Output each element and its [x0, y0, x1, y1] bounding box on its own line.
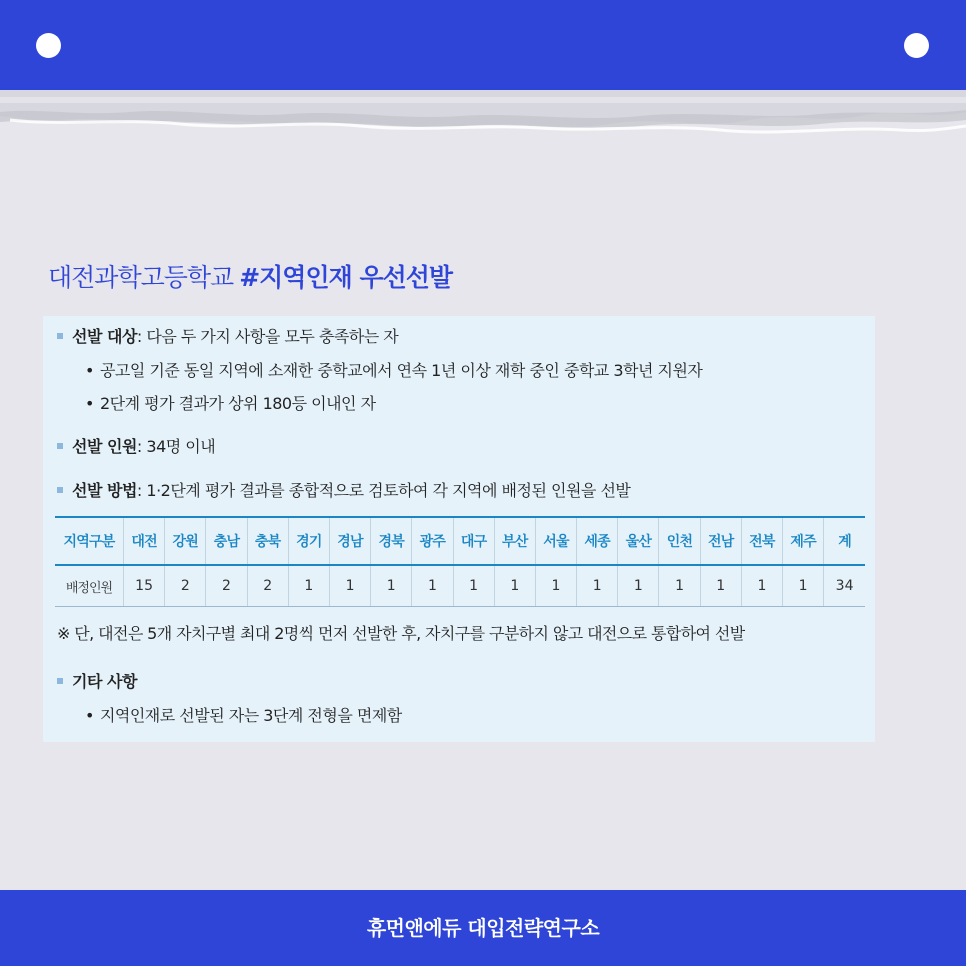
value-cell: 1: [453, 565, 494, 607]
value-cell: 1: [288, 565, 329, 607]
item-text: 공고일 기준 동일 지역에 소재한 중학교에서 연속 1년 이상 재학 중인 중학교 3학년 지원자: [99, 361, 703, 380]
torn-paper-edge: [0, 90, 966, 160]
section-label: 선발 인원: [72, 437, 137, 456]
square-bullet-icon: [57, 443, 63, 449]
region-header: 대전: [124, 517, 165, 565]
bullet-dot-icon: •: [85, 361, 94, 380]
binder-hole-right: [904, 33, 929, 58]
region-header: 전북: [741, 517, 782, 565]
region-header: 울산: [618, 517, 659, 565]
value-cell: 1: [700, 565, 741, 607]
target-item-2: [85, 391, 376, 414]
page-title: [48, 258, 452, 294]
item-text: 지역인재로 선발된 자는 3단계 전형을 면제함: [99, 706, 402, 725]
square-bullet-icon: [57, 487, 63, 493]
top-banner: [0, 0, 966, 90]
region-header: 대구: [453, 517, 494, 565]
region-header: 세종: [577, 517, 618, 565]
region-header: 경기: [288, 517, 329, 565]
region-header: 경북: [371, 517, 412, 565]
value-cell: 1: [741, 565, 782, 607]
square-bullet-icon: [57, 333, 63, 339]
value-cell: 1: [783, 565, 824, 607]
total-header: 계: [824, 517, 865, 565]
region-header: 제주: [783, 517, 824, 565]
section-text: : 1·2단계 평가 결과를 종합적으로 검토하여 각 지역에 배정된 인원을 선발: [136, 481, 631, 500]
section-text: : 34명 이내: [136, 437, 216, 456]
binder-hole-left: [36, 33, 61, 58]
value-cell: 1: [329, 565, 370, 607]
hashtag-title: #지역인재 우선선발: [239, 263, 453, 292]
bullet-dot-icon: •: [85, 706, 94, 725]
other-item-1: [85, 703, 402, 726]
school-name: 대전과학고등학교: [48, 263, 234, 292]
bullet-dot-icon: •: [85, 394, 94, 413]
value-cell: 1: [618, 565, 659, 607]
value-cell: 1: [535, 565, 576, 607]
footer-banner: [0, 890, 966, 966]
region-header: 부산: [494, 517, 535, 565]
value-cell: 2: [206, 565, 247, 607]
table-note: ※ 단, 대전은 5개 자치구별 최대 2명씩 먼저 선발한 후, 자치구를 구분하지 않고 대전으로 통합하여 선발: [57, 624, 745, 643]
table-header-row: [55, 517, 865, 565]
section-count: [57, 434, 215, 457]
target-item-1: [85, 358, 702, 381]
region-header: 강원: [165, 517, 206, 565]
value-cell: 1: [412, 565, 453, 607]
section-target: [57, 324, 398, 347]
value-cell: 2: [165, 565, 206, 607]
region-header: 서울: [535, 517, 576, 565]
header-label-cell: 지역구분: [55, 517, 124, 565]
section-label: 선발 방법: [72, 481, 137, 500]
value-cell: 1: [659, 565, 700, 607]
section-label: 기타 사항: [72, 672, 137, 691]
value-cell: 15: [124, 565, 165, 607]
section-other: [57, 669, 137, 692]
item-text: 2단계 평가 결과가 상위 180등 이내인 자: [99, 394, 376, 413]
value-cell: 2: [247, 565, 288, 607]
region-header: 인천: [659, 517, 700, 565]
value-cell: 1: [494, 565, 535, 607]
value-cell: 1: [577, 565, 618, 607]
region-header: 광주: [412, 517, 453, 565]
square-bullet-icon: [57, 678, 63, 684]
section-text: : 다음 두 가지 사항을 모두 충족하는 자: [136, 327, 399, 346]
region-header: 전남: [700, 517, 741, 565]
value-cell: 1: [371, 565, 412, 607]
table-row: [55, 565, 865, 607]
row-label-cell: 배정인원: [55, 565, 124, 607]
region-header: 충북: [247, 517, 288, 565]
section-method: [57, 478, 630, 501]
region-header: 충남: [206, 517, 247, 565]
info-panel: [43, 316, 875, 742]
region-header: 경남: [329, 517, 370, 565]
section-label: 선발 대상: [72, 327, 137, 346]
total-cell: 34: [824, 565, 865, 607]
quota-table: [55, 516, 865, 607]
footer-text: 휴먼앤에듀 대입전략연구소: [366, 916, 600, 940]
